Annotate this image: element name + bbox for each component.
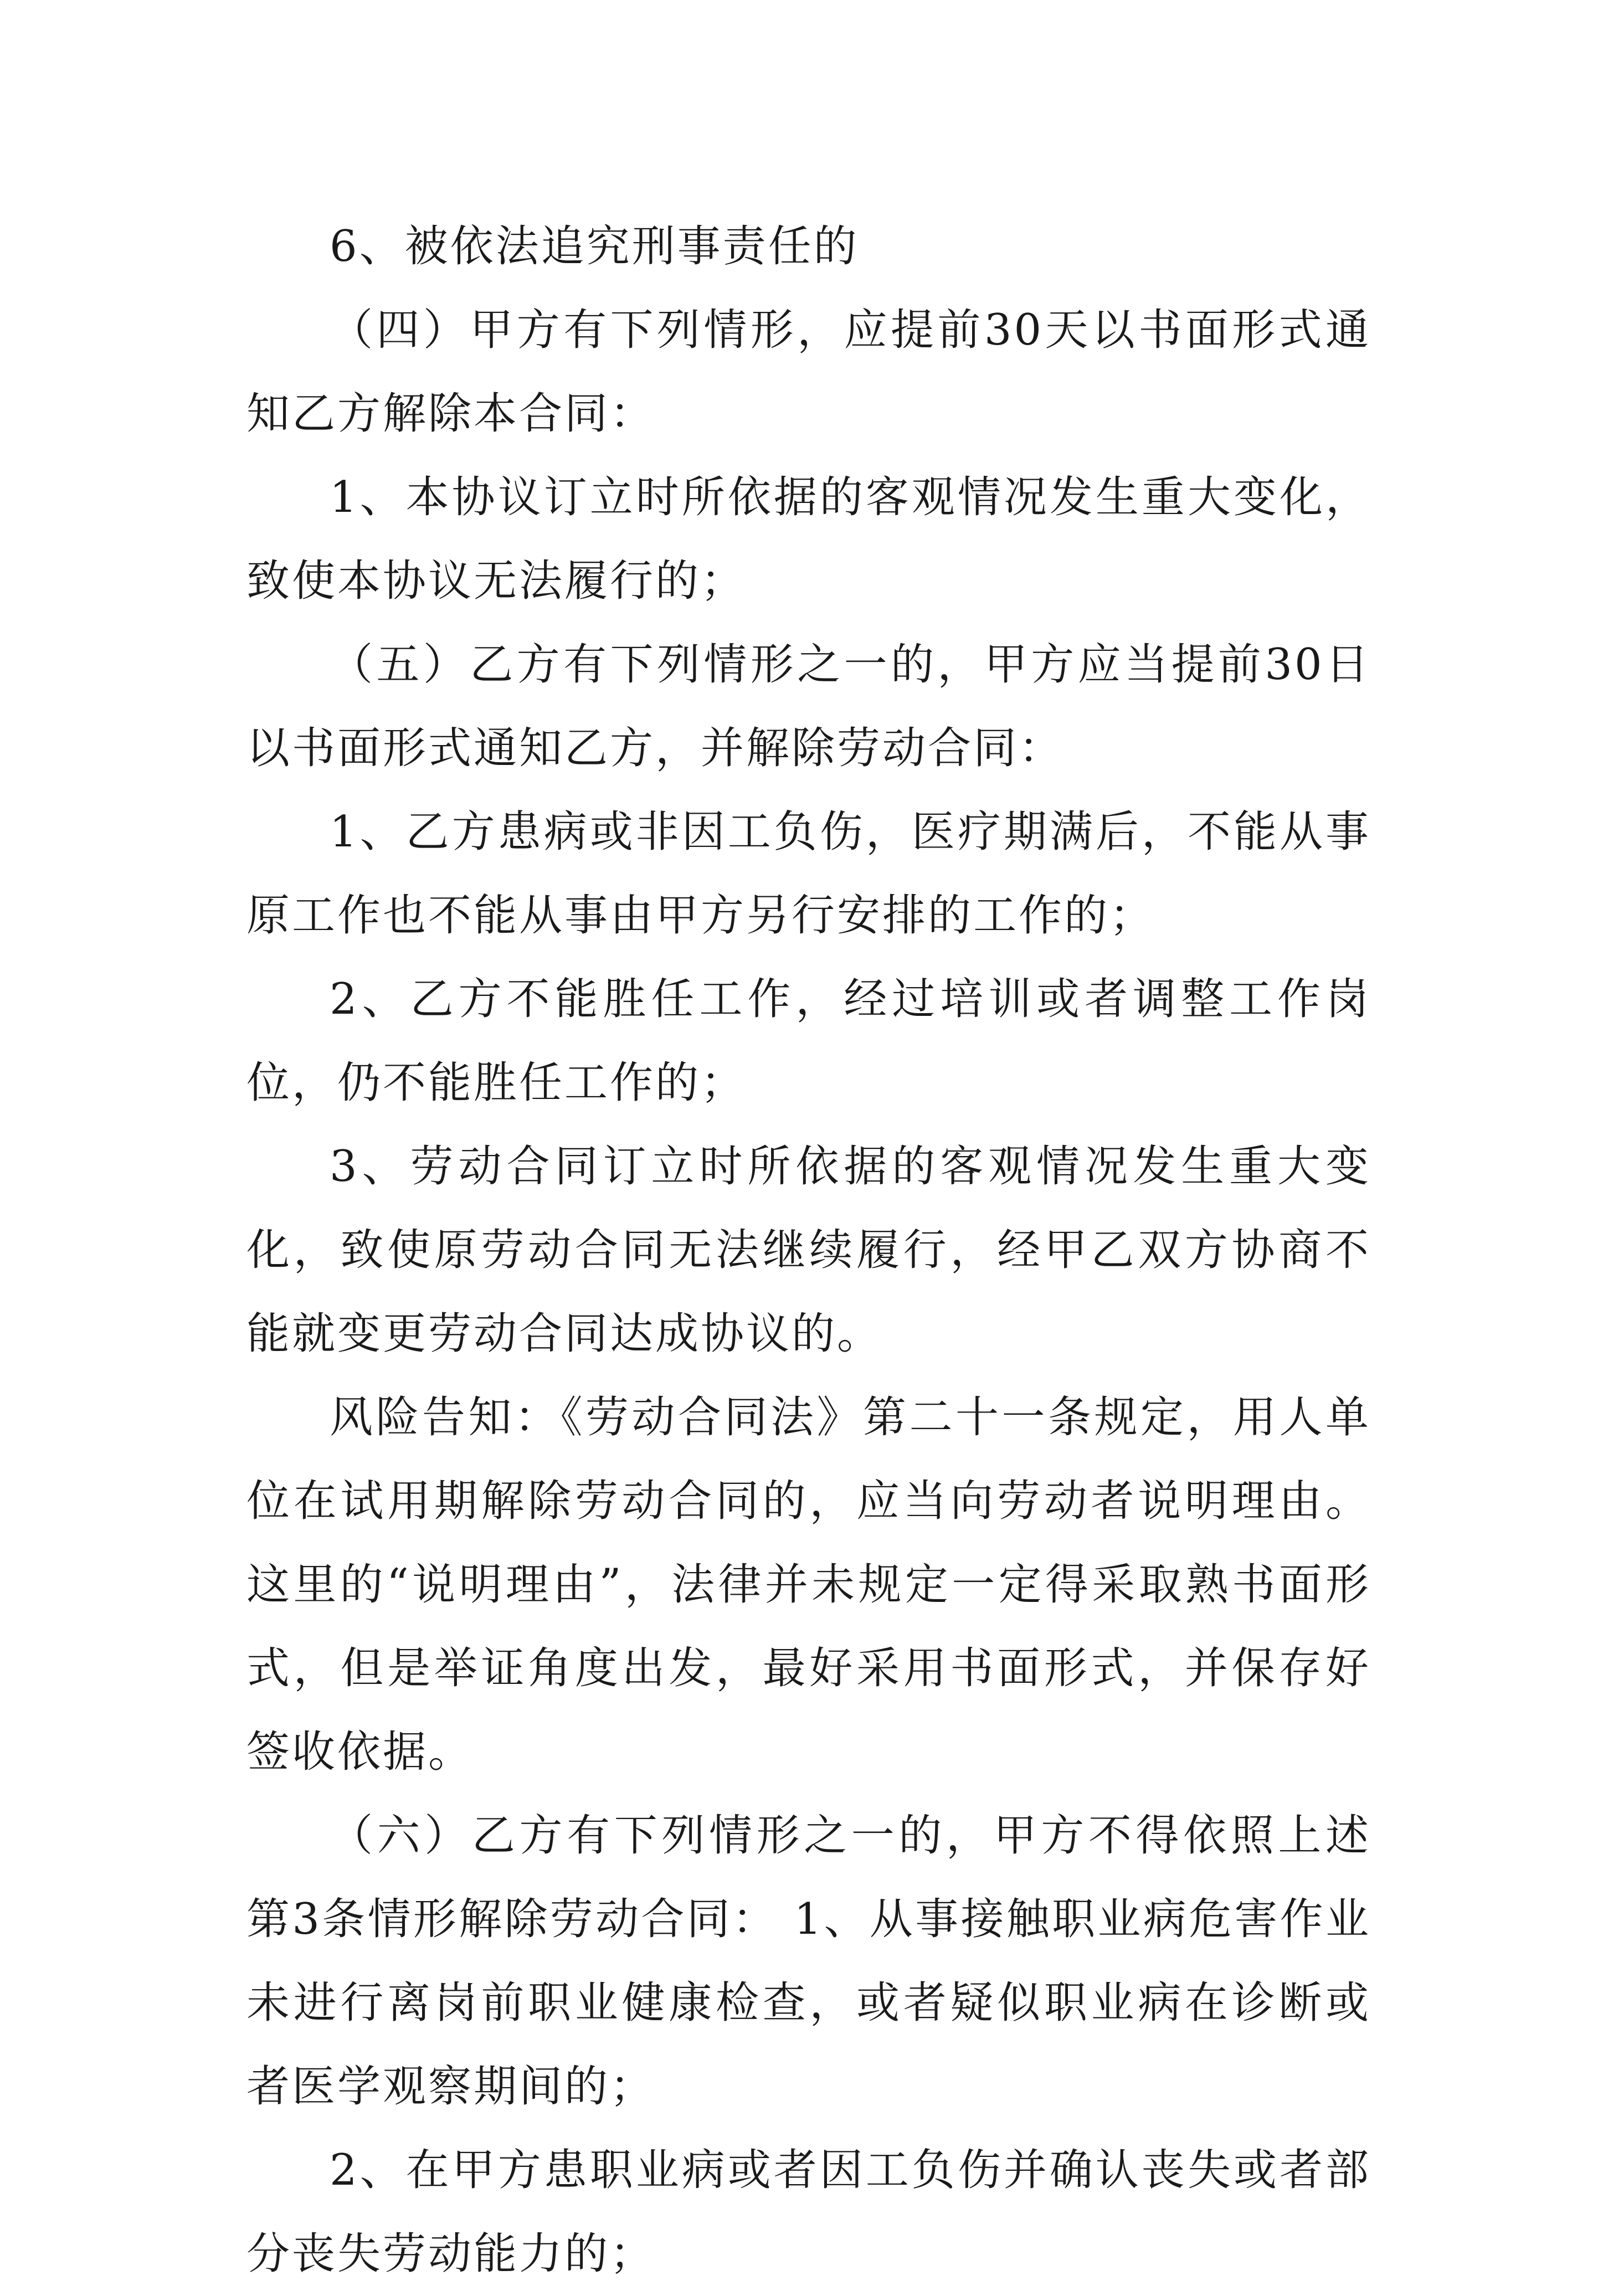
paragraph-section-5-item-2: 2、乙方不能胜任工作，经过培训或者调整工作岗位，仍不能胜任工作的； [246, 974, 1371, 1108]
paragraph-section-5-item-1: 1、乙方患病或非因工负伤，医疗期满后，不能从事原工作也不能从事由甲方另行安排的工作的； [246, 807, 1371, 941]
paragraph-section-4: （四）甲方有下列情形，应提前30天以书面形式通知乙方解除本合同： [246, 305, 1371, 439]
paragraph-section-5: （五）乙方有下列情形之一的，甲方应当提前30日以书面形式通知乙方，并解除劳动合同： [246, 640, 1371, 773]
paragraph-section-6-item-2: 2、在甲方患职业病或者因工负伤并确认丧失或者部分丧失劳动能力的； [246, 2145, 1371, 2279]
document-body [246, 205, 1371, 2296]
paragraph-section-5-item-3: 3、劳动合同订立时所依据的客观情况发生重大变化，致使原劳动合同无法继续履行，经甲乙双方协商不能就变更劳动合同达成协议的。 [246, 1142, 1371, 1359]
paragraph-section-4-item-1: 1、本协议订立时所依据的客观情况发生重大变化，致使本协议无法履行的； [246, 472, 1371, 606]
paragraph-risk-notice: 风险告知：《劳动合同法》第二十一条规定，用人单位在试用期解除劳动合同的，应当向劳动者说明理由。这里的“说明理由”，法律并未规定一定得采取熟书面形式，但是举证角度出发，最好采用书面形式，并保存好签收依据。 [246, 1393, 1371, 1777]
paragraph-section-6: （六）乙方有下列情形之一的，甲方不得依照上述第3条情形解除劳动合同： 1、从事接触职业病危害作业未进行离岗前职业健康检查，或者疑似职业病在诊断或者医学观察期间的； [246, 1811, 1371, 2112]
paragraph-item-6: 6、被依法追究刑事责任的 [330, 222, 859, 271]
